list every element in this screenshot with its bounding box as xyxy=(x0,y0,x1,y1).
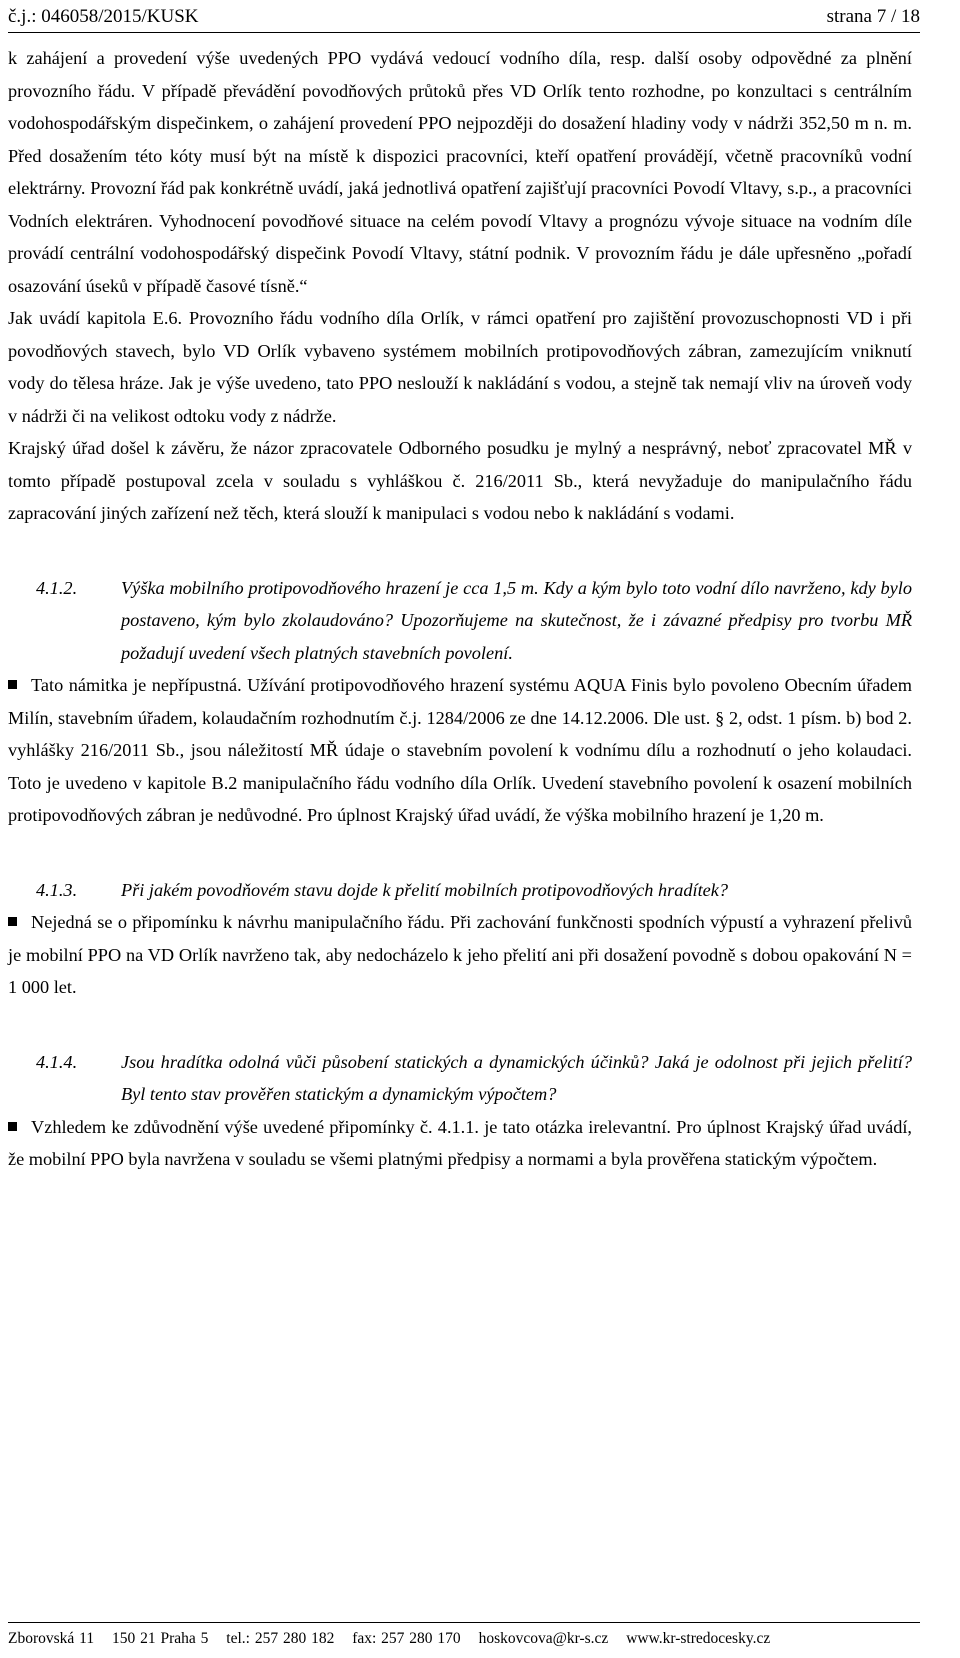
question-item xyxy=(8,874,912,907)
question-text: Jsou hradítka odolná vůči působení statických a dynamických účinků? Jaká je odolnost při jejich přelití? Byl tento stav prověřen statickým a dynamickým výpočtem? xyxy=(121,1051,912,1104)
answer xyxy=(8,906,912,1004)
paragraph: Krajský úřad došel k závěru, že názor zpracovatele Odborného posudku je mylný a nesprávný, neboť zpracovatel MŘ v tomto případě postupoval zcela v souladu s vyhláškou č. 216/2011 Sb., která nevyžaduje do manipulačního řádu zapracování jiných zařízení než těch, která slouží k manipulaci s vodou nebo k nakládání s vodami. xyxy=(8,438,912,523)
bullet-square-icon xyxy=(8,680,17,689)
footer-phone: tel.: 257 280 182 xyxy=(226,1630,335,1647)
answer xyxy=(8,1111,912,1176)
header-divider xyxy=(8,32,920,33)
answer-text: Vzhledem ke zdůvodnění výše uvedené připomínky č. 4.1.1. je tato otázka irelevantní. Pro úplnost Krajský úřad uvádí, že mobilní PPO byla navržena v souladu se všemi platnými předpisy a normami a byla prověřena statickým výpočtem. xyxy=(8,1116,912,1169)
item-number: 4.1.2. xyxy=(36,577,78,598)
document-body xyxy=(8,42,912,1176)
question-text: Při jakém povodňovém stavu dojde k přelití mobilních protipovodňových hradítek? xyxy=(121,879,729,900)
question-text: Výška mobilního protipovodňového hrazení je cca 1,5 m. Kdy a kým bylo toto vodní dílo navrženo, kdy bylo postaveno, kým bylo zkolaudováno? Upozorňujeme na skutečnost, že i závazné předpisy pro tvorbu MŘ požadují uvedení všech platných stavebních povolení. xyxy=(121,577,912,663)
item-number: 4.1.4. xyxy=(36,1051,78,1072)
footer-city: 150 21 Praha 5 xyxy=(111,1630,209,1647)
question-item xyxy=(8,572,912,670)
bullet-square-icon xyxy=(8,917,17,926)
bullet-square-icon xyxy=(8,1122,17,1131)
reference-number: č.j.: 046058/2015/KUSK xyxy=(8,6,199,27)
item-number: 4.1.3. xyxy=(36,879,78,900)
footer-divider xyxy=(8,1622,920,1623)
answer xyxy=(8,669,912,832)
answer-text: Tato námitka je nepřípustná. Užívání protipovodňového hrazení systému AQUA Finis bylo povoleno Obecním úřadem Milín, stavebním úřadem, kolaudačním rozhodnutím č.j. 1284/2006 ze dne 14.12.2006. Dle ust. § 2, odst. 1 písm. b) bod 2. vyhlášky 216/2011 Sb., jsou náležitostí MŘ údaje o stavebním povolení k vodnímu dílu a rozhodnutí o jeho kolaudaci. Toto je uvedeno v kapitole B.2 manipulačního řádu vodního díla Orlík. Uvedení stavebního povolení k osazení mobilních protipovodňových zábran je nedůvodné. Pro úplnost Krajský úřad uvádí, že výška mobilního hrazení je 1,20 m. xyxy=(8,675,912,825)
footer-email: hoskovcova@kr-s.cz xyxy=(478,1630,609,1647)
question-item xyxy=(8,1046,912,1111)
page-header xyxy=(8,2,920,32)
answer-text: Nejedná se o připomínku k návrhu manipulačního řádu. Při zachování funkčnosti spodních výpustí a vyhrazení přelivů je mobilní PPO na VD Orlík navrženo tak, aby nedocházelo k jeho přelití ani při dosažení povodně s dobou opakování N = 1 000 let. xyxy=(8,912,912,997)
footer-fax: fax: 257 280 170 xyxy=(352,1630,461,1647)
paragraph: k zahájení a provedení výše uvedených PPO vydává vedoucí vodního díla, resp. další osoby odpovědné za plnění provozního řádu. V případě převádění povodňových průtoků přes VD Orlík tento rozhodne, po konzultaci s centrálním vodohospodářským dispečinkem, o zahájení provedení PPO nejpozději do dosažení hladiny vody v nádrži 352,50 m n. m. Před dosažením této kóty musí být na místě k dispozici pracovníci, kteří opatření provádějí, včetně pracovníků vodní elektrárny. Provozní řád pak konkrétně uvádí, jaká jednotlivá opatření zajišťují pracovníci Povodí Vltavy, s.p., a pracovníci Vodních elektráren. Vyhodnocení povodňové situace na celém povodí Vltavy a prognózu vývoje situace na vodním díle provádí centrální vodohospodářský dispečink Povodí Vltavy, státní podnik. V provozním řádu je dále upřesněno „pořadí osazování úseků v případě časové tísně.“ xyxy=(8,48,912,296)
footer-street: Zborovská 11 xyxy=(8,1630,95,1647)
page-footer xyxy=(8,1626,940,1652)
paragraph: Jak uvádí kapitola E.6. Provozního řádu vodního díla Orlík, v rámci opatření pro zajištění provozuschopnosti VD i při povodňových stavech, bylo VD Orlík vybaveno systémem mobilních protipovodňových zábran, zamezujícím vniknutí vody do tělesa hráze. Jak je výše uvedeno, tato PPO neslouží k nakládání s vodou, a stejně tak nemají vliv na úroveň vody v nádrži či na velikost odtoku vody z nádrže. xyxy=(8,308,912,426)
footer-website: www.kr-stredocesky.cz xyxy=(626,1630,771,1647)
page-number: strana 7 / 18 xyxy=(826,6,920,27)
